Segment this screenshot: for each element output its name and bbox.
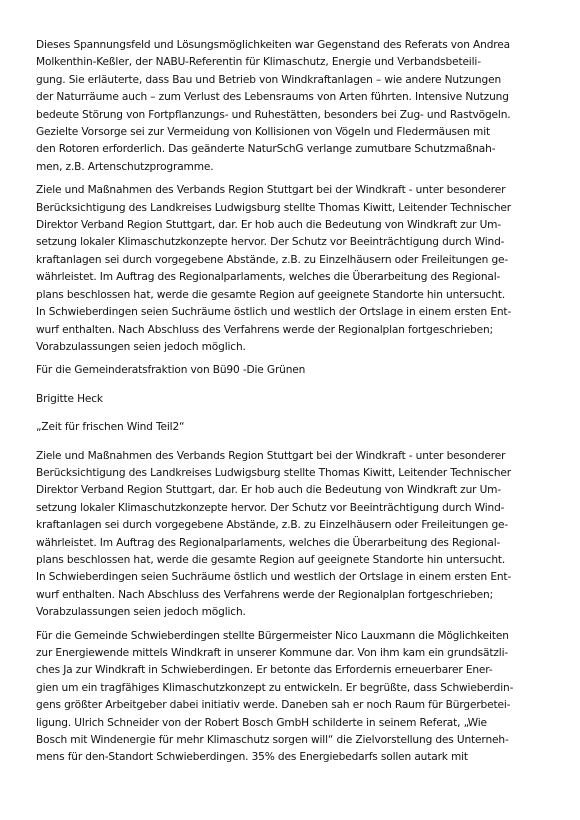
text-line: ches Ja zur Windkraft in Schwieberdingen. Er betonte das Erfordernis erneuerbarer Ener- (36, 664, 493, 677)
text-line: Für die Gemeinde Schwieberdingen stellte Bürgermeister Nico Lauxmann die Möglichkeiten (36, 629, 509, 642)
text-line: mens für den-Standort Schwieberdingen. 35% des Energiebedarfs sollen autark mit (36, 751, 468, 764)
text-line: wurf enthalten. Nach Abschluss des Verfahrens werde der Regionalplan fortgeschrieben; (36, 323, 493, 336)
text-line: bedeute Störung von Fortpflanzungs- und Ruhestätten, besonders bei Zug- und Rastvögeln. (36, 108, 511, 121)
text-line: plans beschlossen hat, werde die gesamte Region auf geeignete Standorte hin untersucht. (36, 288, 506, 301)
text-line: plans beschlossen hat, werde die gesamte Region auf geeignete Standorte hin untersucht. (36, 553, 506, 566)
paragraph-region-stuttgart (36, 182, 552, 356)
text-line: men, z.B. Artenschutzprogramme. (36, 160, 214, 173)
text-line: zur Energiewende mittels Windkraft in unserer Kommune dar. Von ihm kam ein grundsätzli- (36, 647, 509, 659)
text-line: Gezielte Vorsorge sei zur Vermeidung von Kollisionen von Vögeln und Fledermäusen mit (36, 126, 491, 139)
text-line: währleistet. Im Auftrag des Regionalparlaments, welches die Überarbeitung des Regional- (36, 271, 501, 284)
text-line: Vorabzulassungen seien jedoch möglich. (36, 340, 246, 353)
text-line: setzung lokaler Klimaschutzkonzepte hervor. Der Schutz vor Beeinträchtigung durch Wind- (36, 236, 505, 249)
section-title: „Zeit für frischen Wind Teil2“ (36, 421, 185, 434)
text-line: ligung. Ulrich Schneider von der Robert Bosch GmbH schilderte in seinem Referat, „Wie (36, 716, 487, 729)
text-line: währleistet. Im Auftrag des Regionalparlaments, welches die Überarbeitung des Regional- (36, 536, 501, 549)
text-line: gens größter Arbeitgeber dabei initiativ werde. Daneben sah er noch Raum für Bürgerbetei- (36, 699, 511, 712)
text-line: In Schwieberdingen seien Suchräume östlich und westlich der Ortslage in einem ersten Ent- (36, 306, 512, 319)
text-line: In Schwieberdingen seien Suchräume östlich und westlich der Ortslage in einem ersten Ent- (36, 571, 512, 584)
text-line: setzung lokaler Klimaschutzkonzepte hervor. Der Schutz vor Beeinträchtigung durch Wind- (36, 501, 505, 514)
text-line: gien um ein tragfähiges Klimaschutzkonzept zu entwickeln. Er begrüßte, dass Schwieberdin- (36, 681, 514, 694)
text-line: wurf enthalten. Nach Abschluss des Verfahrens werde der Regionalplan fortgeschrieben; (36, 588, 493, 601)
paragraph-region-stuttgart-repeat (36, 448, 552, 622)
text-line: Berücksichtigung des Landkreises Ludwigsburg stellte Thomas Kiwitt, Leitender Technischer (36, 466, 511, 479)
text-line: Ziele und Maßnahmen des Verbands Region Stuttgart bei der Windkraft - unter besonderer (36, 184, 506, 197)
text-line: Bosch mit Windenergie für mehr Klimaschutz sorgen will“ die Zielvorstellung des Unterneh- (36, 734, 509, 747)
paragraph-gemeinde-schwieberdingen (36, 628, 552, 767)
paragraph-nabu-referat (36, 37, 552, 176)
text-line: Direktor Verband Region Stuttgart, dar. Er hob auch die Bedeutung von Windkraft zur Um- (36, 484, 502, 497)
text-line: Direktor Verband Region Stuttgart, dar. Er hob auch die Bedeutung von Windkraft zur Um- (36, 219, 502, 232)
text-line: Berücksichtigung des Landkreises Ludwigsburg stellte Thomas Kiwitt, Leitender Technischer (36, 201, 511, 214)
text-line: der Naturräume auch – zum Verlust des Lebensraums von Arten führten. Intensive Nutzung (36, 91, 509, 104)
text-line: Vorabzulassungen seien jedoch möglich. (36, 606, 246, 619)
fraction-line: Für die Gemeinderatsfraktion von Bü90 -Die Grünen (36, 364, 306, 377)
text-line: Molkenthin-Keßler, der NABU-Referentin für Klimaschutz, Energie und Verbandsbeteili- (36, 56, 481, 69)
text-line: Dieses Spannungsfeld und Lösungsmöglichkeiten war Gegenstand des Referats von Andrea (36, 39, 510, 51)
author-name: Brigitte Heck (36, 392, 103, 405)
text-line: Ziele und Maßnahmen des Verbands Region Stuttgart bei der Windkraft - unter besonderer (36, 449, 506, 462)
text-line: den Rotoren erforderlich. Das geänderte NaturSchG verlange zumutbare Schutzmaßnah- (36, 143, 496, 156)
text-line: kraftanlagen sei durch vorgegebene Abstände, z.B. zu Einzelhäusern oder Freileitungen ge- (36, 253, 509, 266)
text-line: gung. Sie erläuterte, dass Bau und Betrieb von Windkraftanlagen – wie andere Nutzungen (36, 73, 502, 86)
text-line: kraftanlagen sei durch vorgegebene Abstände, z.B. zu Einzelhäusern oder Freileitungen ge- (36, 519, 509, 532)
